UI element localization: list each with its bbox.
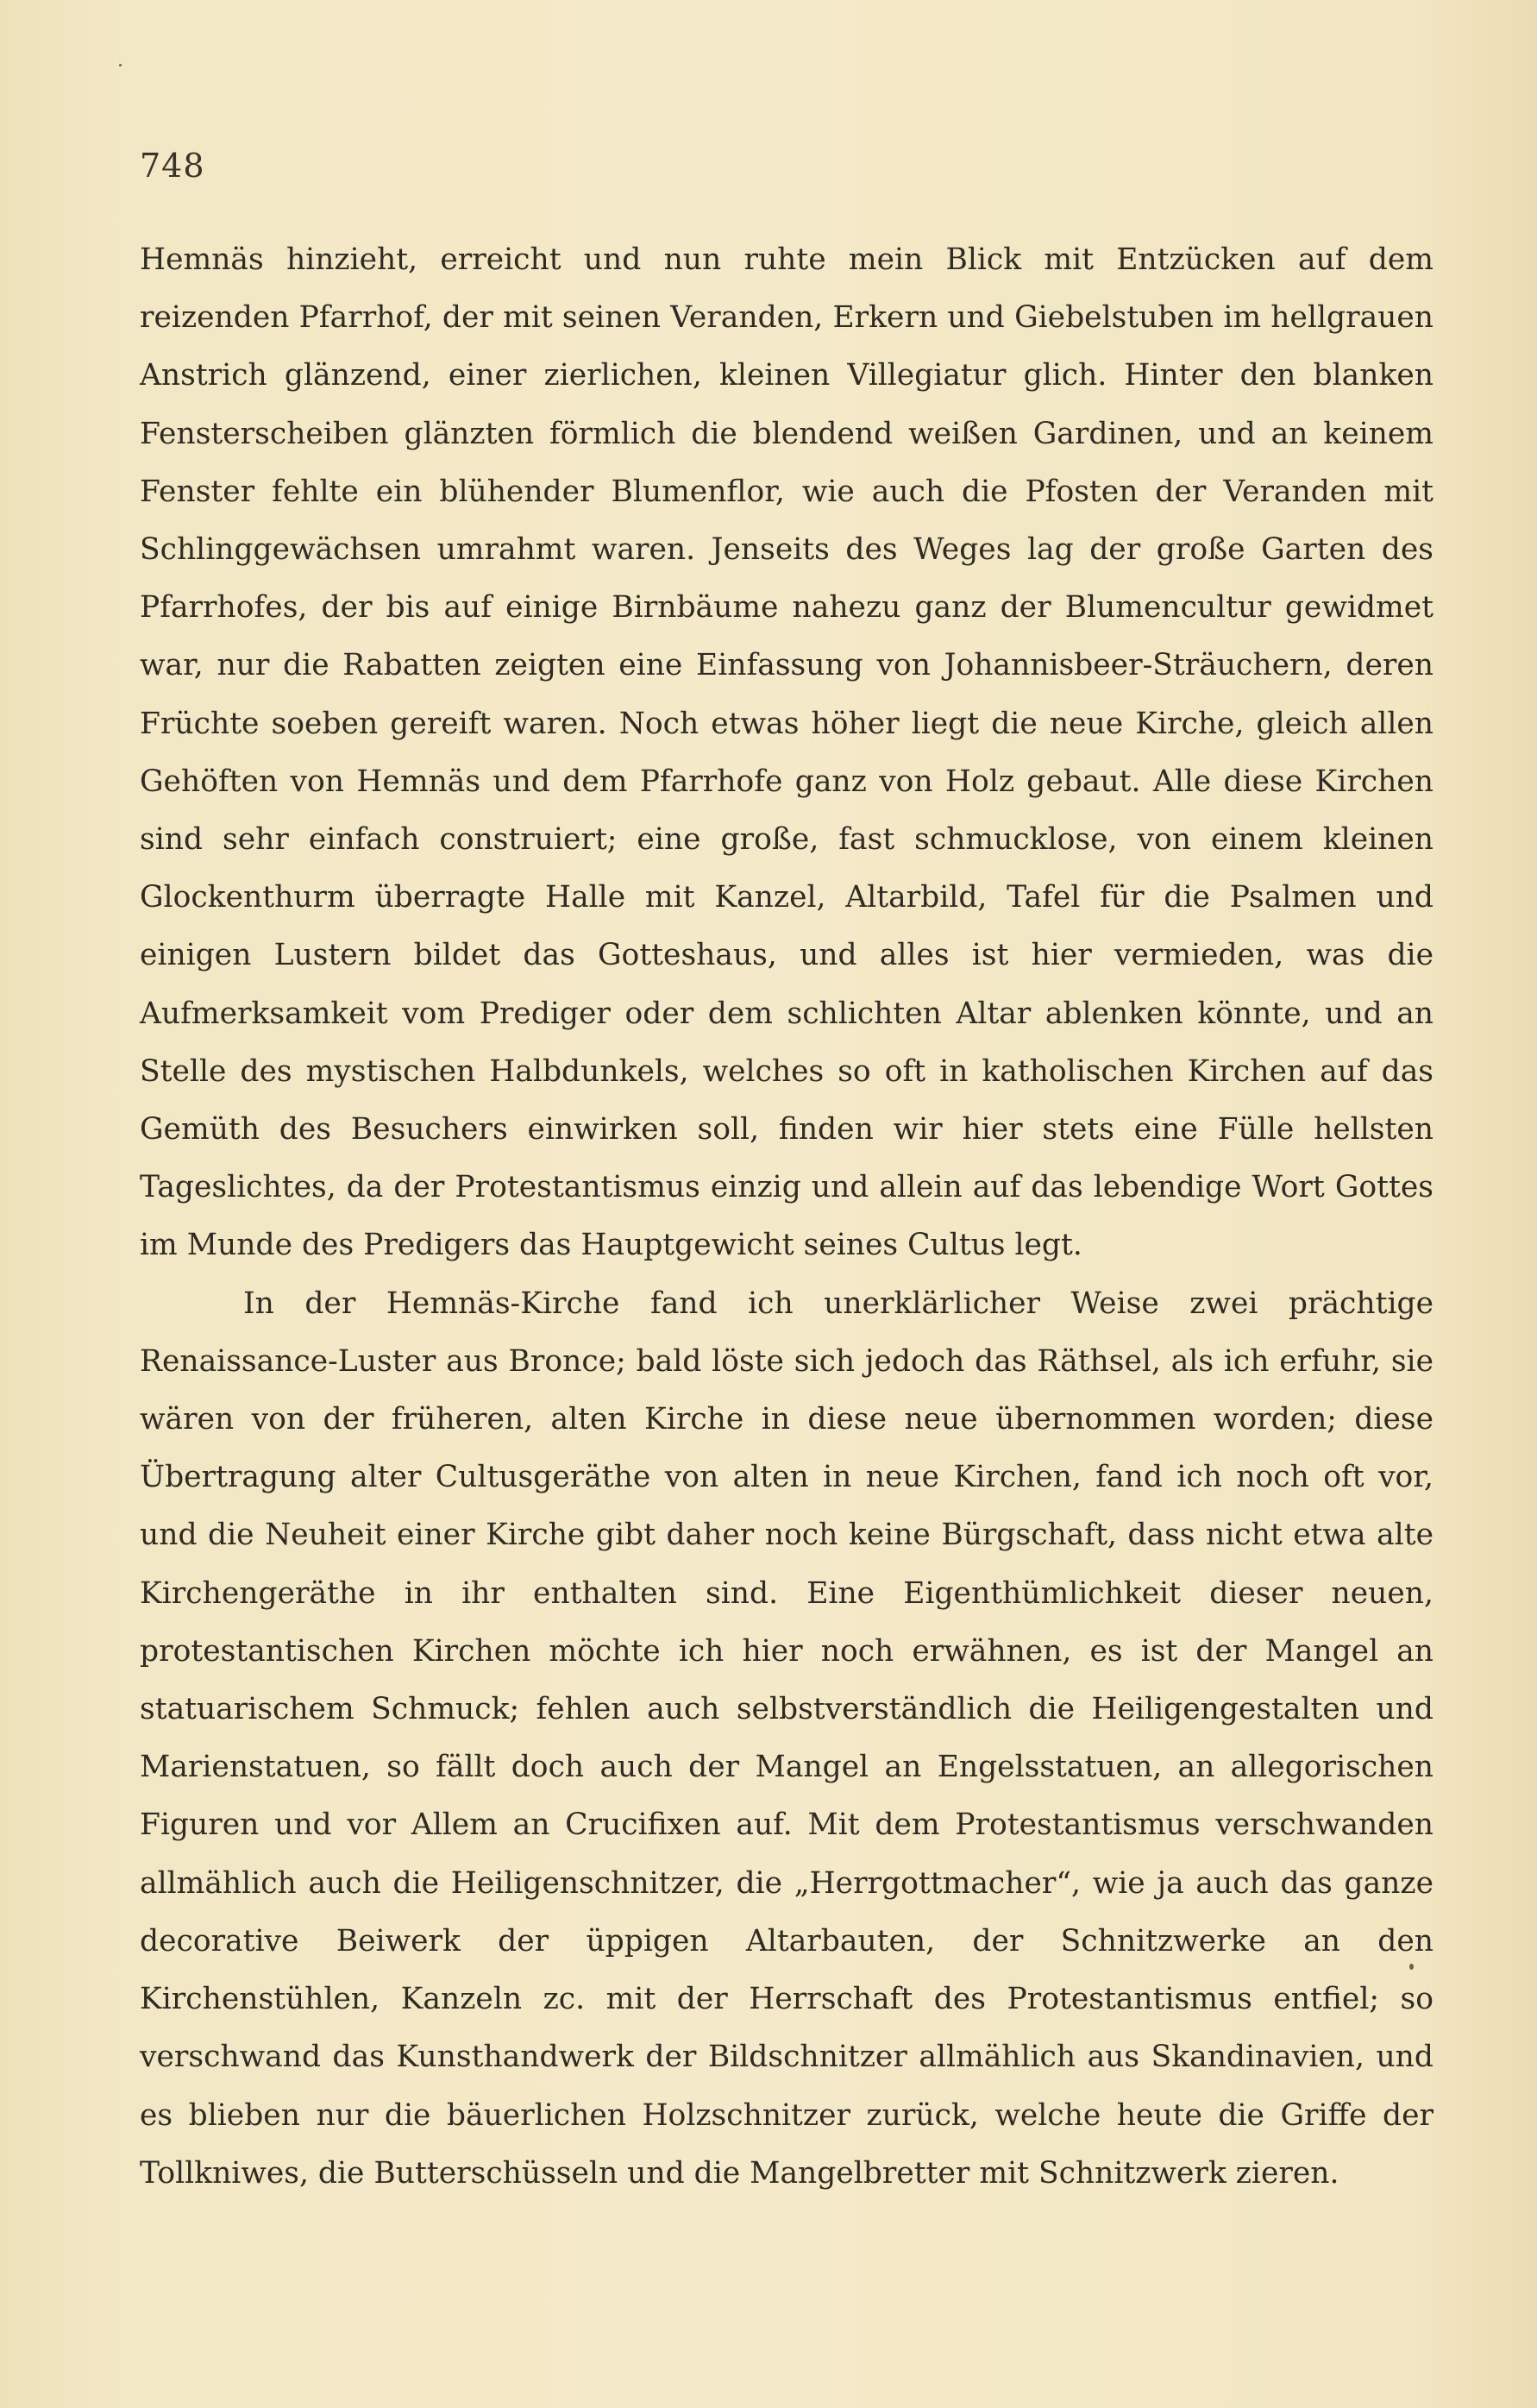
page-number: 748	[140, 147, 205, 185]
body-text	[140, 231, 1433, 2203]
ink-speck	[119, 64, 122, 66]
ink-speck	[1409, 1964, 1414, 1970]
paragraph-1: Hemnäs hinzieht, erreicht und nun ruhte mein Blick mit Entzücken auf dem reizenden Pfarrhof, der mit seinen Veranden, Erkern und Giebelstuben im hellgrauen Anstrich glänzend, einer zierlichen, kleinen Villegiatur glich. Hinter den blanken Fensterscheiben glänzten förmlich die blendend weißen Gardinen, und an keinem Fenster fehlte ein blühender Blumenflor, wie auch die Pfosten der Veranden mit Schlinggewächsen umrahmt waren. Jenseits des Weges lag der große Garten des Pfarrhofes, der bis auf einige Birnbäume nahezu ganz der Blumencultur gewidmet war, nur die Rabatten zeigten eine Einfassung von Johannisbeer-Sträuchern, deren Früchte soeben gereift waren. Noch etwas höher liegt die neue Kirche, gleich allen Gehöften von Hemnäs und dem Pfarrhofe ganz von Holz gebaut. Alle diese Kirchen sind sehr einfach construiert; eine große, fast schmucklose, von einem kleinen Glockenthurm überragte Halle mit Kanzel, Altarbild, Tafel für die Psalmen und einigen Lustern bildet das Gotteshaus, und alles ist hier vermieden, was die Aufmerksamkeit vom Prediger oder dem schlichten Altar ablenken könnte, und an Stelle des mystischen Halbdunkels, welches so oft in katholischen Kirchen auf das Gemüth des Besuchers einwirken soll, finden wir hier stets eine Fülle hellsten Tageslichtes, da der Protestantismus einzig und allein auf das lebendige Wort Gottes im Munde des Predigers das Hauptgewicht seines Cultus legt.	[140, 242, 1433, 1263]
paragraph-2: In der Hemnäs-Kirche fand ich unerklärlicher Weise zwei prächtige Renaissance-Luster aus Bronce; bald löste sich jedoch das Räthsel, als ich erfuhr, sie wären von der früheren, alten Kirche in diese neue übernommen worden; diese Übertragung alter Cultusgeräthe von alten in neue Kirchen, fand ich noch oft vor, und die Neuheit einer Kirche gibt daher noch keine Bürgschaft, dass nicht etwa alte Kirchengeräthe in ihr enthalten sind. Eine Eigenthümlichkeit dieser neuen, protestantischen Kirchen möchte ich hier noch erwähnen, es ist der Mangel an statuarischem Schmuck; fehlen auch selbstverständlich die Heiligengestalten und Marienstatuen, so fällt doch auch der Mangel an Engelsstatuen, an allegorischen Figuren und vor Allem an Crucifixen auf. Mit dem Protestantismus verschwanden allmählich auch die Heiligenschnitzer, die „Herrgottmacher“, wie ja auch das ganze decorative Beiwerk der üppigen Altarbauten, der Schnitzwerke an den Kirchenstühlen, Kanzeln zc. mit der Herrschaft des Protestantismus entfiel; so verschwand das Kunsthandwerk der Bildschnitzer allmählich aus Skandinavien, und es blieben nur die bäuerlichen Holzschnitzer zurück, welche heute die Griffe der Tollkniwes, die Butterschüsseln und die Mangelbretter mit Schnitzwerk zieren.	[140, 1286, 1433, 2191]
